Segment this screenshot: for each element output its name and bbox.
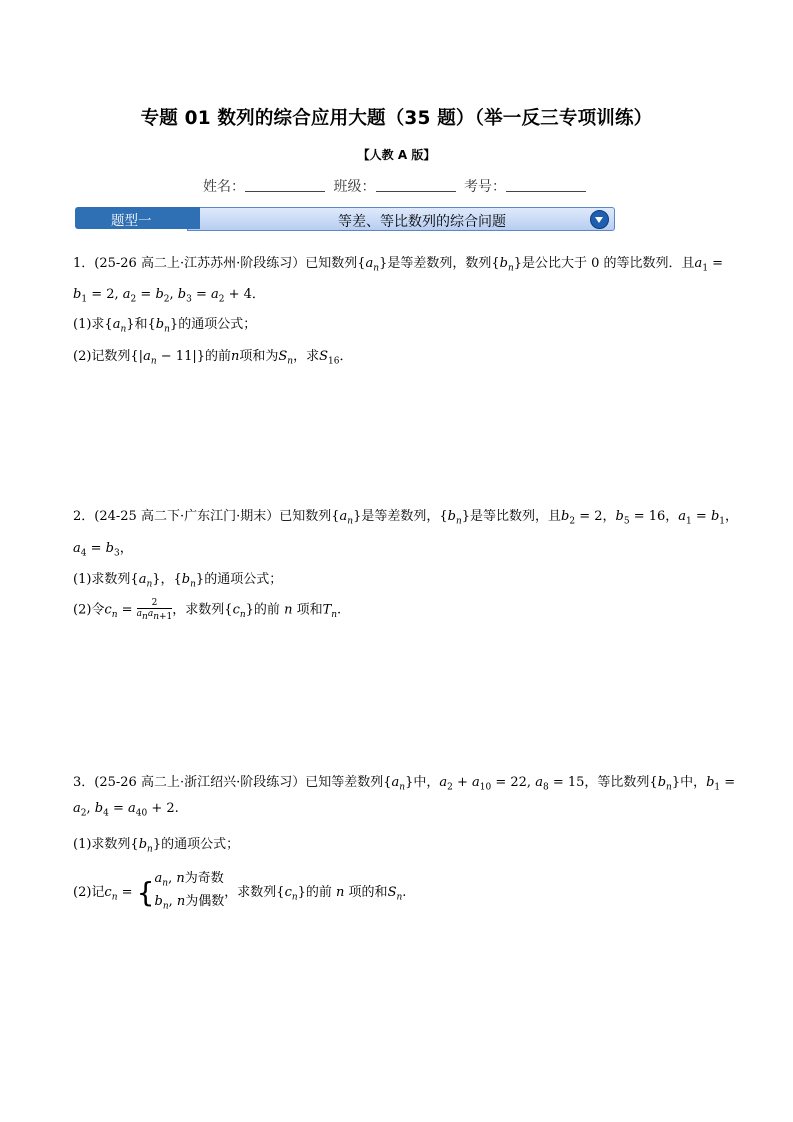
problem-3-line-3: (1)求数列$\{b_n\}$的通项公式； <box>73 837 240 855</box>
class-blank[interactable] <box>376 178 456 192</box>
section-tag-label: 题型一 <box>111 213 152 229</box>
problem-1-line-1: 1．(25-26 高二上·江苏苏州·阶段练习）已知数列$\{a_n\}$是等差数列，数列$\{b_n\}$是公比大于 0 的等比数列．且$a_1$ = <box>73 256 724 274</box>
problem-1-line-3: (1)求$\{a_n\}$和$\{b_n\}$的通项公式； <box>73 317 257 335</box>
name-label: 姓名： <box>203 179 246 195</box>
section-title: 等差、等比数列的综合问题 <box>338 214 506 230</box>
student-info-fields <box>0 176 793 196</box>
name-blank[interactable] <box>245 178 325 192</box>
section-title-bar <box>187 207 615 231</box>
chevron-down-icon[interactable] <box>590 210 609 229</box>
problem-2-line-3: (1)求数列$\{a_n\}$，$\{b_n\}$的通项公式； <box>73 572 283 590</box>
problem-2-line-4: (2)令$c_n$ = $\frac{2}{a_na_{n+1}}$ ，求数列$\{c_n\}$的前 n 项和$T_n$. <box>73 598 342 622</box>
edition-label: 【人教 A 版】 <box>357 148 436 162</box>
problem-1-line-4: (2)记数列$\{|a_n - 11|\}$的前n项和为$S_n$，求$S_{16}$． <box>73 349 353 367</box>
problem-1-line-2: $b_1 = 2$, $a_2 = b_2$, $b_3 = a_2 + 4$． <box>73 287 265 305</box>
problem-3-line-1: 3．(25-26 高二上·浙江绍兴·阶段练习）已知等差数列$\{a_n\}$中，$a_2 + a_{10} = 22$, $a_8 = 15$，等比数列$\{b_n\}$中，$b_1$ = <box>73 775 736 793</box>
document-title: 专题 01 数列的综合应用大题（35 题）（举一反三专项训练） <box>140 108 653 129</box>
problem-2-line-1: 2．(24-25 高二下·广东江门·期末）已知数列$\{a_n\}$是等差数列，$\{b_n\}$是等比数列，且$b_2 = 2$，$b_5 = 16$，$a_1 = b_1$， <box>73 509 739 527</box>
problem-3-line-2: $a_2$, $b_4 = a_{40} + 2$. <box>73 801 179 819</box>
id-label: 考号： <box>463 179 506 195</box>
class-label: 班级： <box>333 179 376 195</box>
section-banner <box>75 207 615 233</box>
problem-2-line-2: $a_4 = b_3$， <box>73 541 133 559</box>
problem-3-line-4: (2)记$c_n$ = { $a_n$, n为奇数 $b_n$, n为偶数 ，求数列$\{c_n\}$的前 n 项的和$S_n$. <box>73 871 407 912</box>
id-blank[interactable] <box>506 178 586 192</box>
section-tag <box>75 207 200 229</box>
